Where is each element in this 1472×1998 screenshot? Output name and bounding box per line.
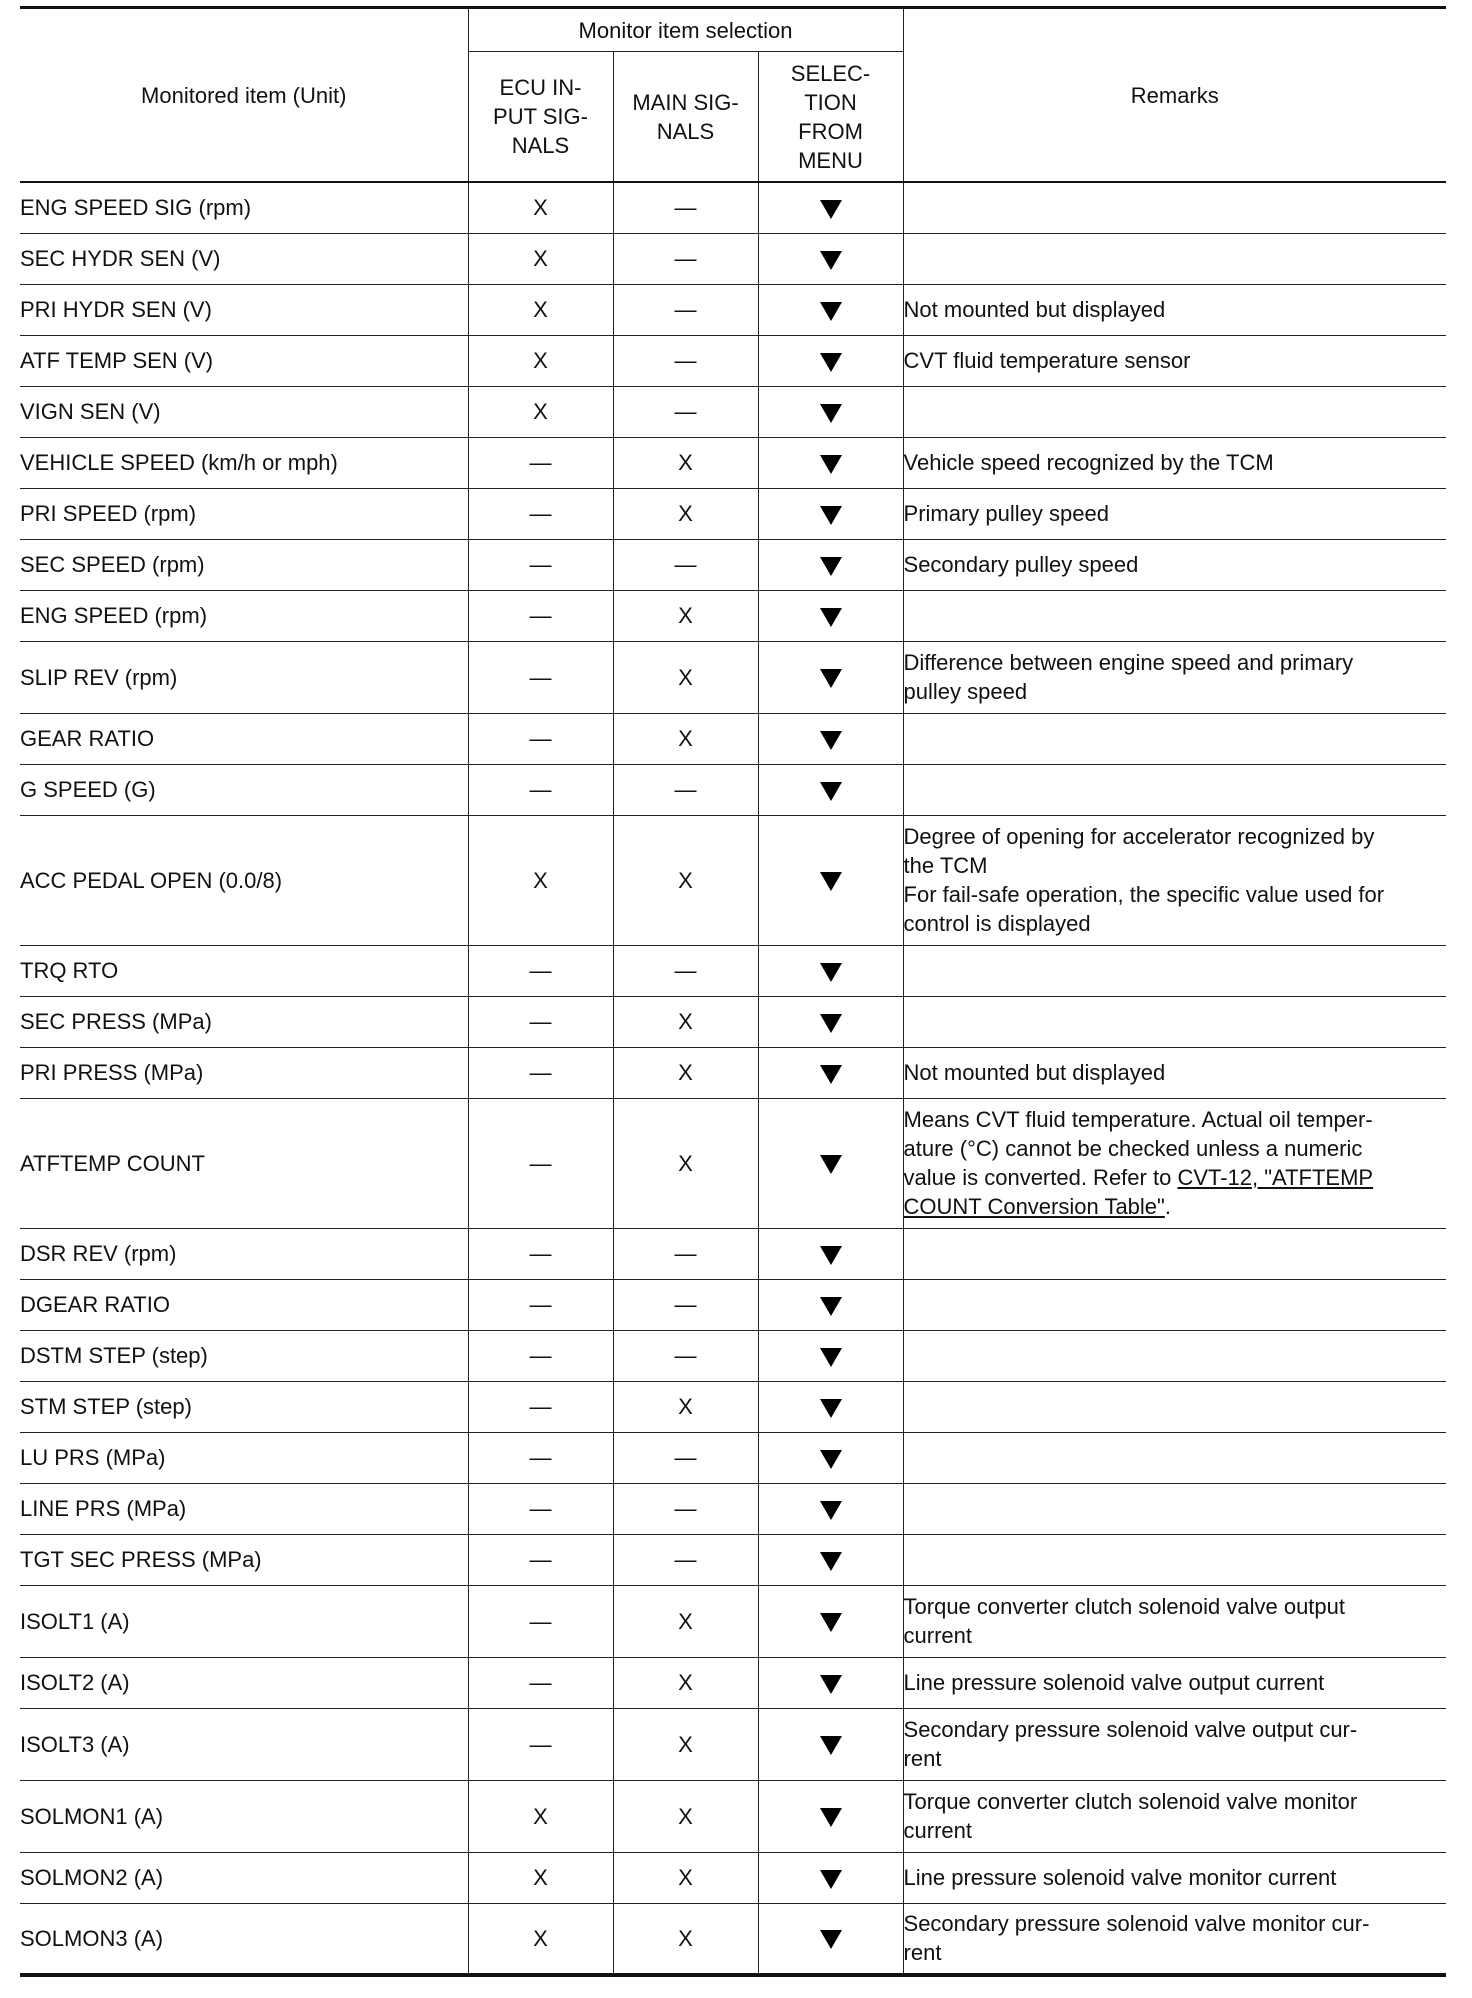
down-triangle-icon bbox=[820, 557, 842, 576]
remarks-cell bbox=[903, 1708, 1446, 1780]
monitored-item-cell: SEC SPEED (rpm) bbox=[20, 539, 468, 590]
ecu-input-signals-cell: X bbox=[468, 233, 613, 284]
remarks-cell bbox=[903, 1852, 1446, 1903]
down-triangle-icon bbox=[820, 1246, 842, 1265]
main-signals-cell: — bbox=[613, 1483, 758, 1534]
remarks-line: Secondary pressure solenoid valve monitor cur- bbox=[903, 1911, 1370, 1937]
down-triangle-icon bbox=[820, 1930, 842, 1949]
main-signals-cell: X bbox=[613, 590, 758, 641]
ecu-input-signals-cell: — bbox=[468, 1279, 613, 1330]
ecu-input-signals-cell: — bbox=[468, 539, 613, 590]
remarks-line: Degree of opening for accelerator recognized by bbox=[903, 824, 1375, 849]
main-signals-cell: X bbox=[613, 1585, 758, 1657]
down-triangle-icon bbox=[820, 731, 842, 750]
main-signals-cell: X bbox=[613, 1047, 758, 1098]
table-row bbox=[20, 1483, 1446, 1534]
table-row bbox=[20, 1047, 1446, 1098]
monitored-item-cell: ISOLT3 (A) bbox=[20, 1708, 468, 1780]
main-signals-cell: X bbox=[613, 1708, 758, 1780]
selection-from-menu-cell bbox=[758, 182, 903, 233]
ecu-input-signals-cell: — bbox=[468, 764, 613, 815]
monitored-item-cell: STM STEP (step) bbox=[20, 1381, 468, 1432]
remarks-cell bbox=[903, 996, 1446, 1047]
monitored-item-cell: GEAR RATIO bbox=[20, 713, 468, 764]
table-row bbox=[20, 1098, 1446, 1228]
ecu-input-signals-cell: X bbox=[468, 182, 613, 233]
selection-from-menu-cell bbox=[758, 713, 903, 764]
monitored-item-cell: DSR REV (rpm) bbox=[20, 1228, 468, 1279]
table-row bbox=[20, 590, 1446, 641]
selection-from-menu-cell bbox=[758, 1047, 903, 1098]
monitored-item-cell: ATF TEMP SEN (V) bbox=[20, 335, 468, 386]
remarks-line: Not mounted but displayed bbox=[903, 297, 1166, 322]
monitored-item-cell: ATFTEMP COUNT bbox=[20, 1098, 468, 1228]
main-signals-cell: — bbox=[613, 1330, 758, 1381]
table-row bbox=[20, 386, 1446, 437]
monitored-item-cell: VIGN SEN (V) bbox=[20, 386, 468, 437]
remarks-line: rent bbox=[903, 1940, 942, 1966]
main-signals-cell: — bbox=[613, 284, 758, 335]
selection-from-menu-cell bbox=[758, 1228, 903, 1279]
table-row bbox=[20, 1585, 1446, 1657]
down-triangle-icon bbox=[820, 353, 842, 372]
column-header-ecu-input-signals: ECU IN- PUT SIG- NALS bbox=[468, 52, 613, 182]
selection-from-menu-cell bbox=[758, 1279, 903, 1330]
selection-from-menu-cell bbox=[758, 1708, 903, 1780]
main-signals-cell: X bbox=[613, 1852, 758, 1903]
monitored-item-cell: PRI HYDR SEN (V) bbox=[20, 284, 468, 335]
remarks-line: pulley speed bbox=[903, 679, 1028, 704]
main-signals-cell: — bbox=[613, 386, 758, 437]
remarks-cell bbox=[903, 590, 1446, 641]
table-row bbox=[20, 1780, 1446, 1852]
monitored-item-cell: TGT SEC PRESS (MPa) bbox=[20, 1534, 468, 1585]
selection-from-menu-cell bbox=[758, 1483, 903, 1534]
remarks-cell bbox=[903, 945, 1446, 996]
selection-from-menu-cell bbox=[758, 284, 903, 335]
remarks-cell bbox=[903, 815, 1446, 945]
ecu-input-signals-cell: — bbox=[468, 1330, 613, 1381]
main-signals-cell: — bbox=[613, 1432, 758, 1483]
selection-from-menu-cell bbox=[758, 386, 903, 437]
monitored-item-cell: SOLMON2 (A) bbox=[20, 1852, 468, 1903]
main-signals-cell: — bbox=[613, 1534, 758, 1585]
remarks-line: Line pressure solenoid valve monitor current bbox=[903, 1865, 1337, 1890]
ecu-input-signals-cell: — bbox=[468, 1098, 613, 1228]
remarks-cell: Means CVT fluid temperature. Actual oil temper- ature (°C) cannot be checked unless a numeric value is converted. Refer to CVT-12, "ATFTEMP COUNT Conversion Table". bbox=[903, 1098, 1446, 1228]
remarks-cell bbox=[903, 1330, 1446, 1381]
selection-from-menu-cell bbox=[758, 1534, 903, 1585]
down-triangle-icon bbox=[820, 404, 842, 423]
remarks-line: Secondary pulley speed bbox=[903, 552, 1139, 577]
down-triangle-icon bbox=[820, 1675, 842, 1694]
down-triangle-icon bbox=[820, 1450, 842, 1469]
ecu-input-signals-cell: — bbox=[468, 1483, 613, 1534]
ecu-input-signals-cell: — bbox=[468, 1534, 613, 1585]
table-row bbox=[20, 1534, 1446, 1585]
remarks-cell bbox=[903, 1657, 1446, 1708]
ecu-input-signals-cell: — bbox=[468, 996, 613, 1047]
header-row bbox=[20, 8, 1446, 52]
monitored-item-cell: LINE PRS (MPa) bbox=[20, 1483, 468, 1534]
ecu-input-signals-cell: — bbox=[468, 1047, 613, 1098]
monitored-item-cell: PRI SPEED (rpm) bbox=[20, 488, 468, 539]
main-signals-cell: X bbox=[613, 1381, 758, 1432]
table-row bbox=[20, 1432, 1446, 1483]
remarks-cell bbox=[903, 1381, 1446, 1432]
ecu-input-signals-cell: X bbox=[468, 1852, 613, 1903]
ecu-input-signals-cell: — bbox=[468, 1657, 613, 1708]
ecu-input-signals-cell: — bbox=[468, 590, 613, 641]
down-triangle-icon bbox=[820, 302, 842, 321]
selection-from-menu-cell bbox=[758, 1585, 903, 1657]
monitored-item-cell: TRQ RTO bbox=[20, 945, 468, 996]
table-row bbox=[20, 815, 1446, 945]
monitored-item-cell: ENG SPEED (rpm) bbox=[20, 590, 468, 641]
reference-link[interactable]: CVT-12, "ATFTEMP COUNT Conversion Table" bbox=[903, 1165, 1374, 1219]
down-triangle-icon bbox=[820, 1399, 842, 1418]
remarks-line: control is displayed bbox=[903, 911, 1091, 936]
main-signals-cell: — bbox=[613, 1279, 758, 1330]
down-triangle-icon bbox=[820, 1870, 842, 1889]
column-header-monitored-item: Monitored item (Unit) bbox=[20, 8, 468, 183]
remarks-line: Means CVT fluid temperature. Actual oil temper- bbox=[903, 1107, 1373, 1132]
selection-from-menu-cell bbox=[758, 1903, 903, 1975]
ecu-input-signals-cell: — bbox=[468, 437, 613, 488]
down-triangle-icon bbox=[820, 200, 842, 219]
selection-from-menu-cell bbox=[758, 437, 903, 488]
monitored-item-cell: SEC PRESS (MPa) bbox=[20, 996, 468, 1047]
column-header-remarks: Remarks bbox=[903, 8, 1446, 183]
monitored-item-cell: DSTM STEP (step) bbox=[20, 1330, 468, 1381]
down-triangle-icon bbox=[820, 872, 842, 891]
monitored-item-cell: SLIP REV (rpm) bbox=[20, 641, 468, 713]
table-row bbox=[20, 1852, 1446, 1903]
main-signals-cell: X bbox=[613, 1903, 758, 1975]
down-triangle-icon bbox=[820, 1348, 842, 1367]
remarks-cell bbox=[903, 182, 1446, 233]
selection-from-menu-cell bbox=[758, 1381, 903, 1432]
down-triangle-icon bbox=[820, 506, 842, 525]
remarks-line: rent bbox=[903, 1746, 942, 1771]
down-triangle-icon bbox=[820, 1065, 842, 1084]
main-signals-cell: — bbox=[613, 233, 758, 284]
table-row bbox=[20, 1381, 1446, 1432]
remarks-cell bbox=[903, 233, 1446, 284]
table-row bbox=[20, 996, 1446, 1047]
table-row bbox=[20, 641, 1446, 713]
table-row bbox=[20, 1279, 1446, 1330]
remarks-line: ature (°C) cannot be checked unless a numeric bbox=[903, 1136, 1363, 1161]
remarks-cell bbox=[903, 1279, 1446, 1330]
selection-from-menu-cell bbox=[758, 1780, 903, 1852]
column-header-selection-from-menu: SELEC- TION FROM MENU bbox=[758, 52, 903, 182]
remarks-cell bbox=[903, 1903, 1446, 1975]
selection-from-menu-cell bbox=[758, 1432, 903, 1483]
down-triangle-icon bbox=[820, 1613, 842, 1632]
main-signals-cell: X bbox=[613, 1098, 758, 1228]
main-signals-cell: — bbox=[613, 764, 758, 815]
remarks-cell bbox=[903, 713, 1446, 764]
monitored-item-cell: DGEAR RATIO bbox=[20, 1279, 468, 1330]
down-triangle-icon bbox=[820, 1552, 842, 1571]
remarks-cell bbox=[903, 1585, 1446, 1657]
table-row bbox=[20, 488, 1446, 539]
main-signals-cell: — bbox=[613, 945, 758, 996]
column-group-monitor-item-selection: Monitor item selection bbox=[468, 8, 903, 52]
down-triangle-icon bbox=[820, 251, 842, 270]
ecu-input-signals-cell: — bbox=[468, 1432, 613, 1483]
remarks-cell bbox=[903, 386, 1446, 437]
table-row bbox=[20, 539, 1446, 590]
selection-from-menu-cell bbox=[758, 1852, 903, 1903]
ecu-input-signals-cell: — bbox=[468, 641, 613, 713]
ecu-input-signals-cell: X bbox=[468, 1903, 613, 1975]
table-row bbox=[20, 1903, 1446, 1975]
table-row bbox=[20, 1330, 1446, 1381]
selection-from-menu-cell bbox=[758, 590, 903, 641]
main-signals-cell: X bbox=[613, 815, 758, 945]
remarks-line: Torque converter clutch solenoid valve monitor bbox=[903, 1789, 1358, 1814]
monitored-item-cell: SEC HYDR SEN (V) bbox=[20, 233, 468, 284]
main-signals-cell: X bbox=[613, 641, 758, 713]
monitored-item-cell: ENG SPEED SIG (rpm) bbox=[20, 182, 468, 233]
monitored-item-cell: PRI PRESS (MPa) bbox=[20, 1047, 468, 1098]
remarks-line: Line pressure solenoid valve output current bbox=[903, 1670, 1325, 1695]
main-signals-cell: — bbox=[613, 1228, 758, 1279]
selection-from-menu-cell bbox=[758, 945, 903, 996]
remarks-line: Primary pulley speed bbox=[903, 501, 1109, 526]
ecu-input-signals-cell: — bbox=[468, 945, 613, 996]
down-triangle-icon bbox=[820, 1501, 842, 1520]
ecu-input-signals-cell: — bbox=[468, 1585, 613, 1657]
table-row bbox=[20, 233, 1446, 284]
main-signals-cell: — bbox=[613, 539, 758, 590]
ecu-input-signals-cell: — bbox=[468, 713, 613, 764]
remarks-cell bbox=[903, 1483, 1446, 1534]
table-row bbox=[20, 1708, 1446, 1780]
remarks-line: For fail-safe operation, the specific value used for bbox=[903, 882, 1385, 907]
main-signals-cell: X bbox=[613, 996, 758, 1047]
main-signals-cell: — bbox=[613, 335, 758, 386]
down-triangle-icon bbox=[820, 963, 842, 982]
monitored-item-cell: ACC PEDAL OPEN (0.0/8) bbox=[20, 815, 468, 945]
table-row bbox=[20, 1228, 1446, 1279]
remarks-cell bbox=[903, 488, 1446, 539]
remarks-cell bbox=[903, 764, 1446, 815]
monitored-item-cell: G SPEED (G) bbox=[20, 764, 468, 815]
monitored-item-cell: SOLMON1 (A) bbox=[20, 1780, 468, 1852]
main-signals-cell: X bbox=[613, 713, 758, 764]
main-signals-cell: — bbox=[613, 182, 758, 233]
remarks-line: current bbox=[903, 1623, 972, 1648]
table-row bbox=[20, 945, 1446, 996]
ecu-input-signals-cell: X bbox=[468, 284, 613, 335]
selection-from-menu-cell bbox=[758, 1657, 903, 1708]
remarks-line: Torque converter clutch solenoid valve output bbox=[903, 1594, 1345, 1619]
remarks-line: the TCM bbox=[903, 853, 988, 878]
ecu-input-signals-cell: X bbox=[468, 386, 613, 437]
ecu-input-signals-cell: — bbox=[468, 488, 613, 539]
down-triangle-icon bbox=[820, 1808, 842, 1827]
remarks-cell bbox=[903, 641, 1446, 713]
remarks-line: Difference between engine speed and primary bbox=[903, 650, 1354, 675]
remarks-cell bbox=[903, 1780, 1446, 1852]
table-row bbox=[20, 437, 1446, 488]
down-triangle-icon bbox=[820, 1297, 842, 1316]
monitored-item-cell: VEHICLE SPEED (km/h or mph) bbox=[20, 437, 468, 488]
remarks-cell bbox=[903, 1047, 1446, 1098]
selection-from-menu-cell bbox=[758, 641, 903, 713]
selection-from-menu-cell bbox=[758, 996, 903, 1047]
table-row bbox=[20, 284, 1446, 335]
selection-from-menu-cell bbox=[758, 815, 903, 945]
down-triangle-icon bbox=[820, 782, 842, 801]
monitored-item-cell: SOLMON3 (A) bbox=[20, 1903, 468, 1975]
remarks-line: CVT fluid temperature sensor bbox=[903, 348, 1191, 373]
down-triangle-icon bbox=[820, 455, 842, 474]
selection-from-menu-cell bbox=[758, 233, 903, 284]
main-signals-cell: X bbox=[613, 437, 758, 488]
table-body bbox=[20, 182, 1446, 1975]
remarks-cell bbox=[903, 1534, 1446, 1585]
table-row bbox=[20, 713, 1446, 764]
monitored-item-cell: ISOLT2 (A) bbox=[20, 1657, 468, 1708]
selection-from-menu-cell bbox=[758, 764, 903, 815]
down-triangle-icon bbox=[820, 1736, 842, 1755]
down-triangle-icon bbox=[820, 669, 842, 688]
remarks-line: Secondary pressure solenoid valve output cur- bbox=[903, 1717, 1358, 1742]
remarks-cell bbox=[903, 437, 1446, 488]
selection-from-menu-cell bbox=[758, 488, 903, 539]
ecu-input-signals-cell: — bbox=[468, 1381, 613, 1432]
main-signals-cell: X bbox=[613, 1657, 758, 1708]
main-signals-cell: X bbox=[613, 1780, 758, 1852]
selection-from-menu-cell bbox=[758, 539, 903, 590]
monitored-item-cell: LU PRS (MPa) bbox=[20, 1432, 468, 1483]
table-row bbox=[20, 335, 1446, 386]
remarks-cell bbox=[903, 284, 1446, 335]
table-row bbox=[20, 182, 1446, 233]
remarks-cell bbox=[903, 335, 1446, 386]
remarks-line: current bbox=[903, 1818, 972, 1843]
remarks-line: value is converted. Refer to bbox=[903, 1165, 1178, 1190]
down-triangle-icon bbox=[820, 1155, 842, 1174]
remarks-line: Vehicle speed recognized by the TCM bbox=[903, 450, 1274, 475]
table-row bbox=[20, 764, 1446, 815]
monitored-item-cell: ISOLT1 (A) bbox=[20, 1585, 468, 1657]
down-triangle-icon bbox=[820, 608, 842, 627]
ecu-input-signals-cell: X bbox=[468, 335, 613, 386]
remarks-line: Not mounted but displayed bbox=[903, 1060, 1166, 1085]
monitor-item-table bbox=[20, 6, 1446, 1977]
ecu-input-signals-cell: — bbox=[468, 1228, 613, 1279]
selection-from-menu-cell bbox=[758, 1330, 903, 1381]
ecu-input-signals-cell: X bbox=[468, 1780, 613, 1852]
remarks-cell bbox=[903, 539, 1446, 590]
column-header-main-signals: MAIN SIG- NALS bbox=[613, 52, 758, 182]
selection-from-menu-cell bbox=[758, 1098, 903, 1228]
remarks-cell bbox=[903, 1228, 1446, 1279]
selection-from-menu-cell bbox=[758, 335, 903, 386]
remarks-cell bbox=[903, 1432, 1446, 1483]
table-row bbox=[20, 1657, 1446, 1708]
down-triangle-icon bbox=[820, 1014, 842, 1033]
main-signals-cell: X bbox=[613, 488, 758, 539]
ecu-input-signals-cell: X bbox=[468, 815, 613, 945]
ecu-input-signals-cell: — bbox=[468, 1708, 613, 1780]
